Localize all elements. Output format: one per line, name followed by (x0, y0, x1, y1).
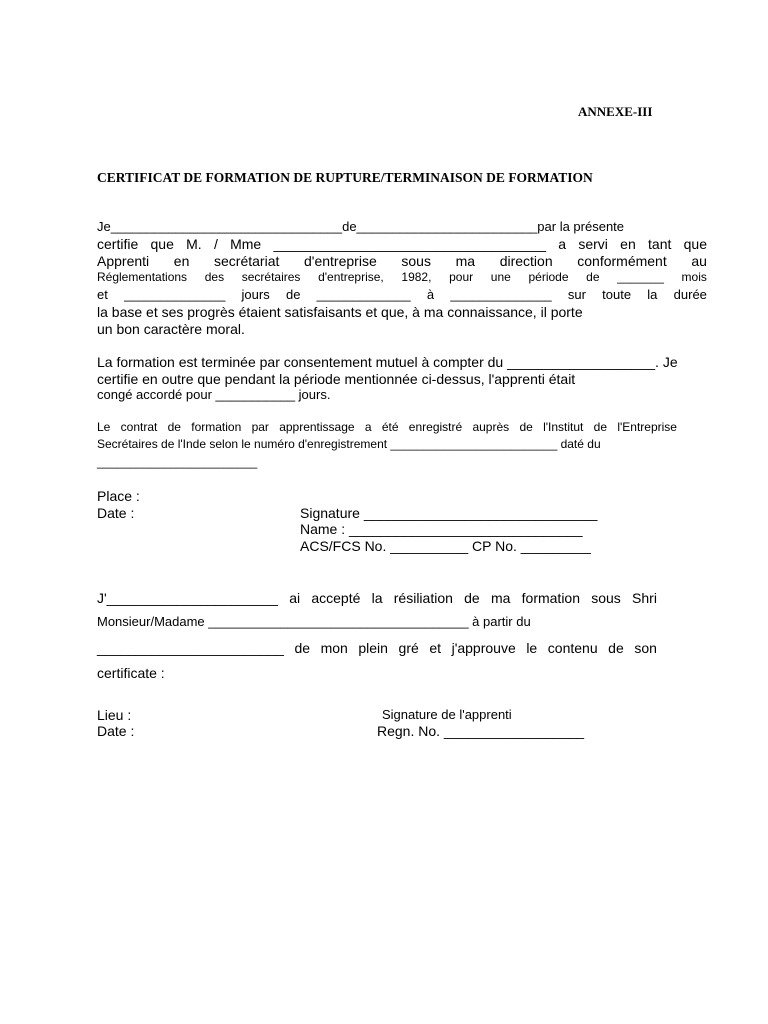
word: direction (499, 253, 553, 269)
word: durée (673, 287, 707, 302)
word: Le (97, 420, 111, 434)
word: par (251, 420, 269, 434)
para1-line2 (97, 237, 707, 251)
word: conformément (577, 253, 667, 269)
apprentice-line1 (97, 591, 657, 605)
word: gré (398, 640, 419, 656)
para1-line4 (97, 271, 707, 283)
word: contrat (120, 420, 158, 434)
word: en (173, 253, 190, 269)
word: son (634, 640, 657, 656)
word: Mme (230, 236, 262, 252)
apprentice-line3 (97, 641, 657, 655)
word: secrétariat (214, 253, 280, 269)
word: / (213, 236, 218, 252)
word: à (426, 287, 435, 302)
signature-line: Signature ______________________________ (300, 505, 598, 521)
para1-line7: un bon caractère moral. (97, 321, 245, 337)
word: Shri (632, 590, 657, 606)
para3-line2: Secrétaires de l'Inde selon le numéro d'enregistrement _________________________ daté du (97, 437, 601, 451)
word: certifie (97, 236, 139, 252)
word: accepté (311, 590, 361, 606)
word: période (528, 270, 569, 284)
lieu-label: Lieu : (97, 707, 132, 723)
word: en (620, 236, 636, 252)
word: formation (191, 420, 242, 434)
word: ________________________ (97, 640, 284, 656)
word: ______________ (124, 287, 226, 302)
word: apprentissage (279, 420, 355, 434)
word: d'entreprise, (318, 270, 384, 284)
word: ai (289, 590, 301, 606)
word: jours (241, 287, 270, 302)
word: ______________ (450, 287, 552, 302)
para1-line6: la base et ses progrès étaient satisfaisants et que, à ma connaissance, il porte (97, 304, 583, 320)
apprentice-line4: certificate : (97, 665, 165, 681)
word: de (586, 270, 600, 284)
word: secrétaires (241, 270, 301, 284)
para3-line3: ________________________ (97, 455, 258, 469)
word: de (285, 287, 301, 302)
para1-line5 (97, 288, 707, 301)
word: que (683, 236, 707, 252)
para1-line3 (97, 254, 707, 268)
word: Réglementations (97, 270, 188, 284)
word: des (204, 270, 225, 284)
word: de (464, 590, 480, 606)
word: de (294, 640, 311, 656)
word: sur (567, 287, 586, 302)
word: tant (648, 236, 672, 252)
word: M. (186, 236, 202, 252)
word: que (150, 236, 174, 252)
document-title: CERTIFICAT DE FORMATION DE RUPTURE/TERMINAISON DE FORMATION (97, 170, 593, 185)
word: la (647, 287, 658, 302)
word: Apprenti (97, 253, 150, 269)
word: l'Entreprise (617, 420, 677, 434)
word: été (381, 420, 399, 434)
word: servi (578, 236, 608, 252)
word: résiliation (393, 590, 453, 606)
word: pour (449, 270, 474, 284)
word: de (167, 420, 181, 434)
word: J'______________________ (97, 590, 278, 606)
word: ma (455, 253, 476, 269)
word: _____________ (316, 287, 411, 302)
word: ___________________________________ (273, 236, 547, 252)
date-label: Date : (97, 505, 135, 521)
word: 1982, (401, 270, 432, 284)
apprentice-line2: Monsieur/Madame ____________________________________ à partir du (97, 614, 531, 629)
para2-line1: La formation est terminée par consentement mutuel à compter du ___________________. Je (97, 354, 678, 370)
word: de (593, 420, 608, 434)
word: mon (320, 640, 348, 656)
place-label: Place : (97, 488, 140, 504)
para3-line1 (97, 421, 677, 433)
word: sous (591, 590, 621, 606)
word: au (691, 253, 707, 269)
word: plein (358, 640, 388, 656)
word: de (519, 420, 533, 434)
word: la (371, 590, 383, 606)
word: j'approuve (451, 640, 516, 656)
word: _______ (617, 270, 664, 284)
regn-number-line: Regn. No. __________________ (377, 723, 585, 739)
word: a (364, 420, 372, 434)
word: toute (602, 287, 632, 302)
footer-date-label: Date : (97, 723, 135, 739)
para2-line3: congé accordé pour ___________ jours. (97, 387, 331, 402)
word: le (526, 640, 538, 656)
word: enregistré (408, 420, 463, 434)
word: une (490, 270, 511, 284)
word: d'entreprise (304, 253, 377, 269)
word: de (608, 640, 624, 656)
para2-line2: certifie en outre que pendant la période mentionnée ci-dessus, l'apprenti était (97, 371, 576, 387)
word: contenu (547, 640, 598, 656)
annexe-label: ANNEXE-III (578, 104, 653, 119)
apprentice-signature-label: Signature de l'apprenti (382, 707, 512, 722)
word: sous (401, 253, 431, 269)
word: et (429, 640, 442, 656)
word: a (558, 236, 567, 252)
word: et (97, 287, 108, 302)
name-line: Name : ______________________________ (300, 521, 583, 537)
word: formation (521, 590, 580, 606)
word: l'Institut (543, 420, 584, 434)
word: auprès (472, 420, 510, 434)
acs-cp-line: ACS/FCS No. __________ CP No. _________ (300, 538, 591, 554)
word: mois (681, 270, 707, 284)
para1-line1: Je________________________________de_________________________par la présente (97, 219, 625, 234)
word: ma (490, 590, 511, 606)
